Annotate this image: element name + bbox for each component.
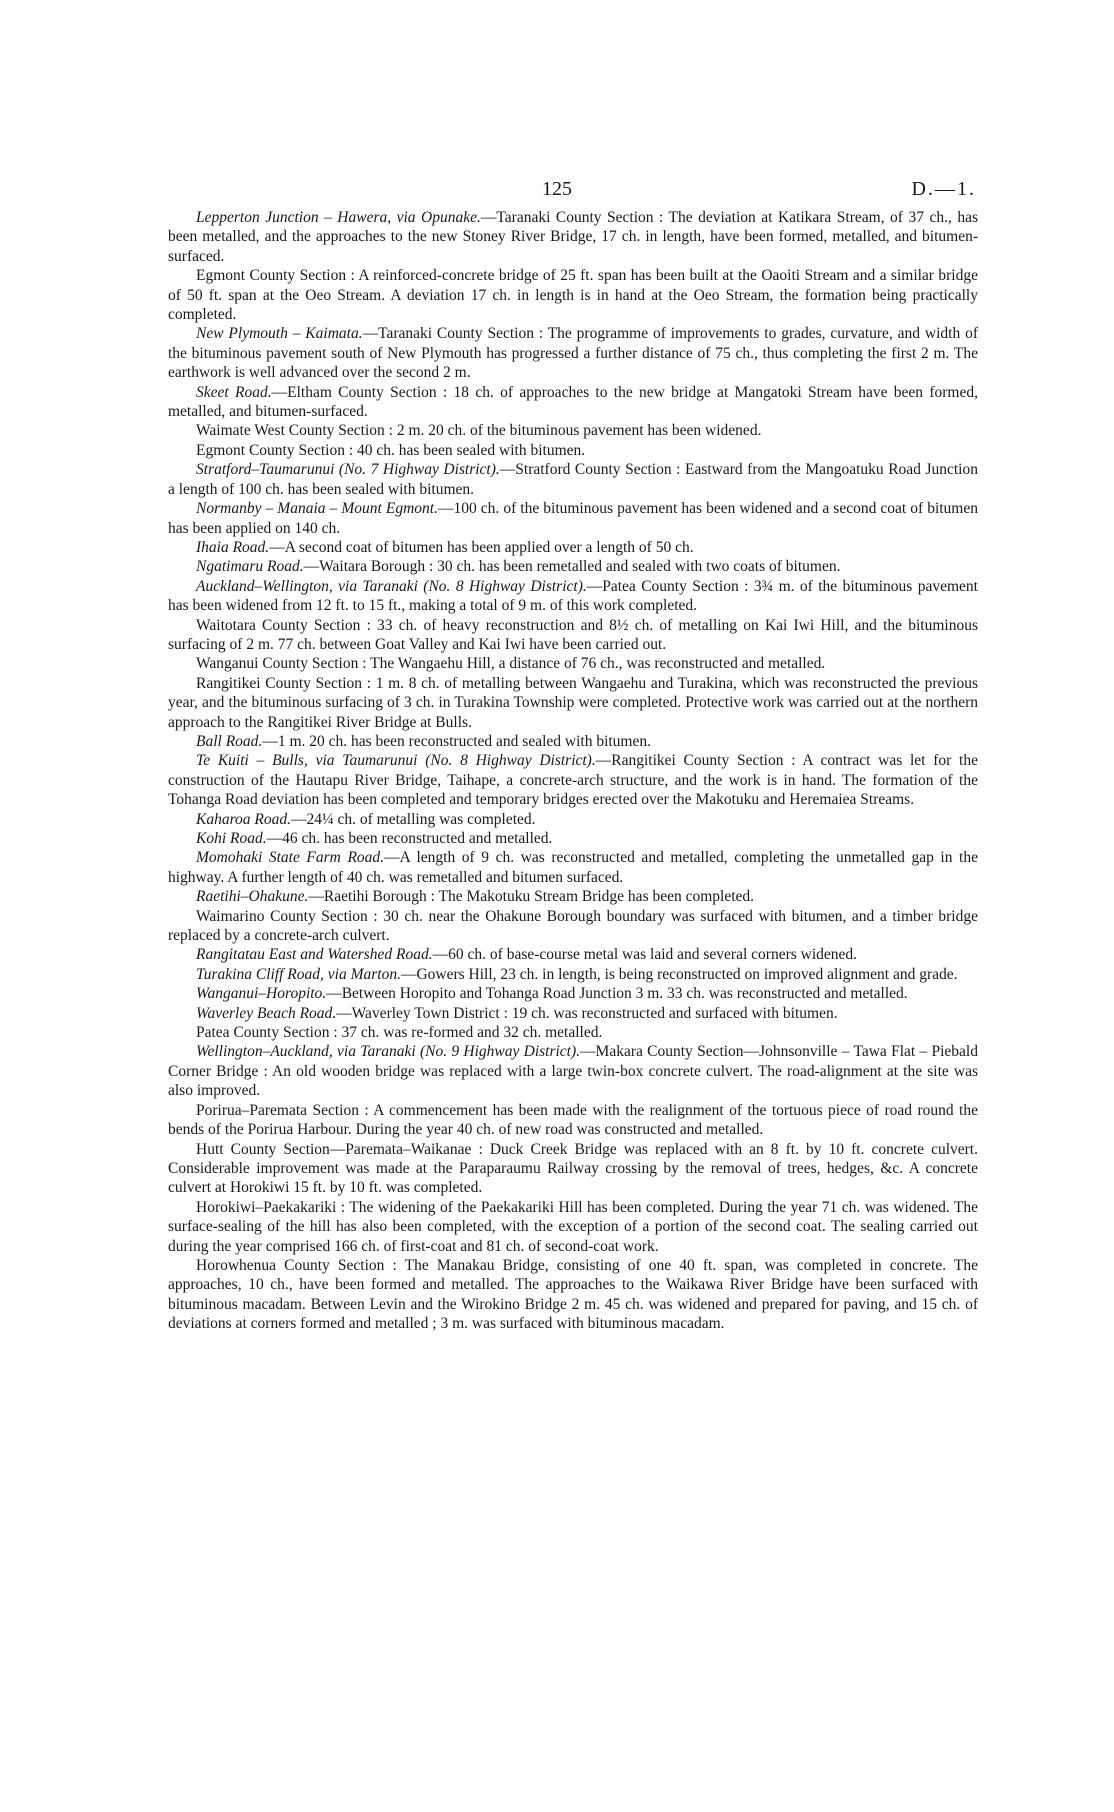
paragraph	[168, 751, 978, 809]
paragraph-heading: Te Kuiti – Bulls, via Taumarunui (No. 8 Highway District).	[196, 752, 596, 770]
paragraph-text: Waitotara County Section : 33 ch. of heavy reconstruction and 8½ ch. of metalling on Kai Iwi Hill, and the bituminous surfacing of 2 m. 77 ch. between Goat Valley and Kai Iwi have been carried out.	[168, 616, 978, 653]
paragraph	[168, 945, 978, 964]
paragraph-heading: New Plymouth – Kaimata.	[196, 325, 363, 343]
paragraph-text: Rangitikei County Section : 1 m. 8 ch. of metalling between Wangaehu and Turakina, which was reconstructed the previous year, and the bituminous surfacing of 3 ch. in Turakina Township were completed. Protective work was carried out at the northern approach to the Rangitikei River Bridge at Bulls.	[168, 674, 978, 731]
paragraph-text: Waimate West County Section : 2 m. 20 ch. of the bituminous pavement has been widened.	[196, 422, 762, 440]
paragraph	[168, 324, 978, 382]
paragraph	[168, 887, 978, 906]
paragraph-text: —Between Horopito and Tohanga Road Junction 3 m. 33 ch. was reconstructed and metalled.	[326, 985, 908, 1003]
paragraph	[168, 383, 978, 422]
paragraph	[168, 1101, 978, 1140]
paragraph	[168, 499, 978, 538]
paragraph-text: —60 ch. of base-course metal was laid and several corners widened.	[432, 946, 858, 964]
paragraph	[168, 1198, 978, 1256]
paragraph-text: —24¼ ch. of metalling was completed.	[291, 810, 536, 828]
paragraph	[168, 810, 978, 829]
paragraph-heading: Kohi Road.	[196, 830, 267, 847]
paragraph	[168, 1023, 978, 1042]
paragraph-text: —Rangitikei County Section : A contract was let for the construction of the Hautapu River Bridge, Taihape, a concrete-arch structure, and the work is in hand. The formation of the Tohanga Road deviation has been completed and temporary bridges erected over the Makotuku and Heremaiea Streams.	[168, 752, 978, 809]
paragraph	[168, 907, 978, 946]
paragraph-heading: Waverley Beach Road.	[196, 1004, 337, 1022]
paragraph	[168, 732, 978, 751]
paragraph-heading: Stratford–Taumarunui (No. 7 Highway District).	[196, 461, 500, 479]
paragraph-heading: Wanganui–Horopito.	[196, 985, 327, 1003]
paragraph	[168, 1004, 978, 1023]
paragraph-text: Waimarino County Section : 30 ch. near the Ohakune Borough boundary was surfaced with bitumen, and a timber bridge replaced by a concrete-arch culvert.	[168, 907, 978, 945]
paragraph-heading: Turakina Cliff Road, via Marton.	[196, 965, 401, 983]
paragraph-heading: Ball Road.	[196, 732, 263, 750]
paragraph	[168, 965, 978, 984]
paragraph-text: —46 ch. has been reconstructed and metalled.	[266, 830, 553, 847]
paragraph-heading: Raetihi–Ohakune.	[196, 888, 309, 906]
paragraph-text: —1 m. 20 ch. has been reconstructed and sealed with bitumen.	[262, 732, 651, 750]
paragraph-text: —A length of 9 ch. was reconstructed and metalled, completing the unmetalled gap in the highway. A further length of 40 ch. was remetalled and bitumen surfaced.	[168, 849, 978, 886]
paragraph-text: —Waverley Town District : 19 ch. was reconstructed and surfaced with bitumen.	[336, 1004, 838, 1022]
page-number: 125	[542, 178, 572, 200]
paragraph-heading: Kaharoa Road.	[196, 810, 292, 828]
paragraph-heading: Auckland–Wellington, via Taranaki (No. 8 Highway District).	[196, 577, 587, 595]
paragraph	[168, 538, 978, 557]
paragraph	[168, 984, 978, 1003]
paragraph-heading: Normanby – Manaia – Mount Egmont.	[196, 500, 438, 518]
paragraph-text: Patea County Section : 37 ch. was re-formed and 32 ch. metalled.	[196, 1024, 603, 1042]
paragraph	[168, 208, 978, 266]
paragraph-heading: Rangitatau East and Watershed Road.	[196, 946, 433, 964]
paragraph	[168, 421, 978, 440]
paragraph-text: —Taranaki County Section : The programme of improvements to grades, curvature, and width of the bituminous pavement south of New Plymouth has progressed a further distance of 75 ch., thus completing the first 2 m. The earthwork is well advanced over the second 2 m.	[168, 325, 978, 382]
paragraph-text: Egmont County Section : A reinforced-concrete bridge of 25 ft. span has been built at the Oaoiti Stream and a similar bridge of 50 ft. span at the Oeo Stream. A deviation 17 ch. in length is in hand at the Oeo Stream, the formation being practically completed.	[168, 267, 978, 324]
paragraph-text: —Stratford County Section : Eastward from the Mangoatuku Road Junction a length of 100 ch. has been sealed with bitumen.	[168, 461, 978, 498]
paragraph-heading: Ngatimaru Road.	[196, 558, 304, 576]
paragraph	[168, 1042, 978, 1100]
paragraph	[168, 829, 978, 848]
paragraph-text: —100 ch. of the bituminous pavement has been widened and a second coat of bitumen has been applied on 140 ch.	[168, 500, 978, 537]
paragraph-text: Wanganui County Section : The Wangaehu Hill, a distance of 76 ch., was reconstructed and metalled.	[196, 655, 826, 673]
paragraph-text: Horowhenua County Section : The Manakau Bridge, consisting of one 40 ft. span, was completed in concrete. The approaches, 10 ch., have been formed and metalled. The approaches to the Waikawa River Bridge have been surfaced with bituminous macadam. Between Levin and the Wirokino Bridge 2 m. 45 ch. was widened and prepared for paving, and 15 ch. of deviations at corners formed and metalled ; 3 m. was surfaced with bituminous macadam.	[168, 1256, 978, 1333]
paragraph	[168, 557, 978, 576]
paragraph	[168, 848, 978, 887]
paragraph-heading: Skeet Road.	[196, 383, 272, 401]
paragraph-text: Hutt County Section—Paremata–Waikanae : Duck Creek Bridge was replaced with an 8 ft. by 10 ft. concrete culvert. Considerable improvement was made at the Paraparaumu Railway crossing by the removal of trees, hedges, &c. A concrete culvert at Horokiwi 15 ft. by 10 ft. was completed.	[168, 1140, 978, 1197]
paragraph	[168, 460, 978, 499]
paragraph-text: —Gowers Hill, 23 ch. in length, is being reconstructed on improved alignment and grade.	[400, 965, 958, 983]
document-reference: D.—1.	[911, 178, 976, 200]
paragraph-text: —Makara County Section—Johnsonville – Tawa Flat – Piebald Corner Bridge : An old wooden bridge was replaced with a large twin-box concrete culvert. The road-alignment at the site was also improved.	[168, 1043, 978, 1100]
paragraph	[168, 1256, 978, 1334]
paragraph-text: Egmont County Section : 40 ch. has been sealed with bitumen.	[196, 441, 586, 459]
paragraph-heading: Momohaki State Farm Road.	[196, 849, 385, 867]
paragraph	[168, 1140, 978, 1198]
paragraph-text: —Waitara Borough : 30 ch. has been remetalled and sealed with two coats of bitumen.	[303, 558, 841, 576]
paragraph	[168, 441, 978, 460]
report-body	[168, 208, 978, 1334]
paragraph	[168, 266, 978, 324]
paragraph-heading: Ihaia Road.	[196, 538, 270, 556]
paragraph-heading: Lepperton Junction – Hawera, via Opunake.	[196, 209, 481, 226]
paragraph-text: —Eltham County Section : 18 ch. of approaches to the new bridge at Mangatoki Stream have been formed, metalled, and bitumen-surfaced.	[168, 383, 978, 421]
paragraph	[168, 577, 978, 616]
paragraph	[168, 616, 978, 655]
paragraph	[168, 654, 978, 673]
paragraph-text: —Taranaki County Section : The deviation at Katikara Stream, of 37 ch., has been metalled, and the approaches to the new Stoney River Bridge, 17 ch. in length, have been formed, metalled, and bitumen-surfaced.	[168, 209, 978, 265]
paragraph-heading: Wellington–Auckland, via Taranaki (No. 9 Highway District).	[196, 1043, 581, 1061]
paragraph-text: Horokiwi–Paekakariki : The widening of the Paekakariki Hill has been completed. During the year 71 ch. was widened. The surface-sealing of the hill has also been completed, with the exception of a portion of the second coat. The sealing carried out during the year comprised 166 ch. of first-coat and 81 ch. of second-coat work.	[168, 1198, 978, 1255]
paragraph-text: —A second coat of bitumen has been applied over a length of 50 ch.	[269, 538, 694, 556]
paragraph-text: Porirua–Paremata Section : A commencement has been made with the realignment of the tortuous piece of road round the bends of the Porirua Harbour. During the year 40 ch. of new road was constructed and metalled.	[168, 1101, 978, 1139]
paragraph-text: —Patea County Section : 3¾ m. of the bituminous pavement has been widened from 12 ft. to 15 ft., making a total of 9 m. of this work completed.	[168, 577, 978, 615]
paragraph-text: —Raetihi Borough : The Makotuku Stream Bridge has been completed.	[308, 888, 755, 906]
paragraph	[168, 674, 978, 732]
